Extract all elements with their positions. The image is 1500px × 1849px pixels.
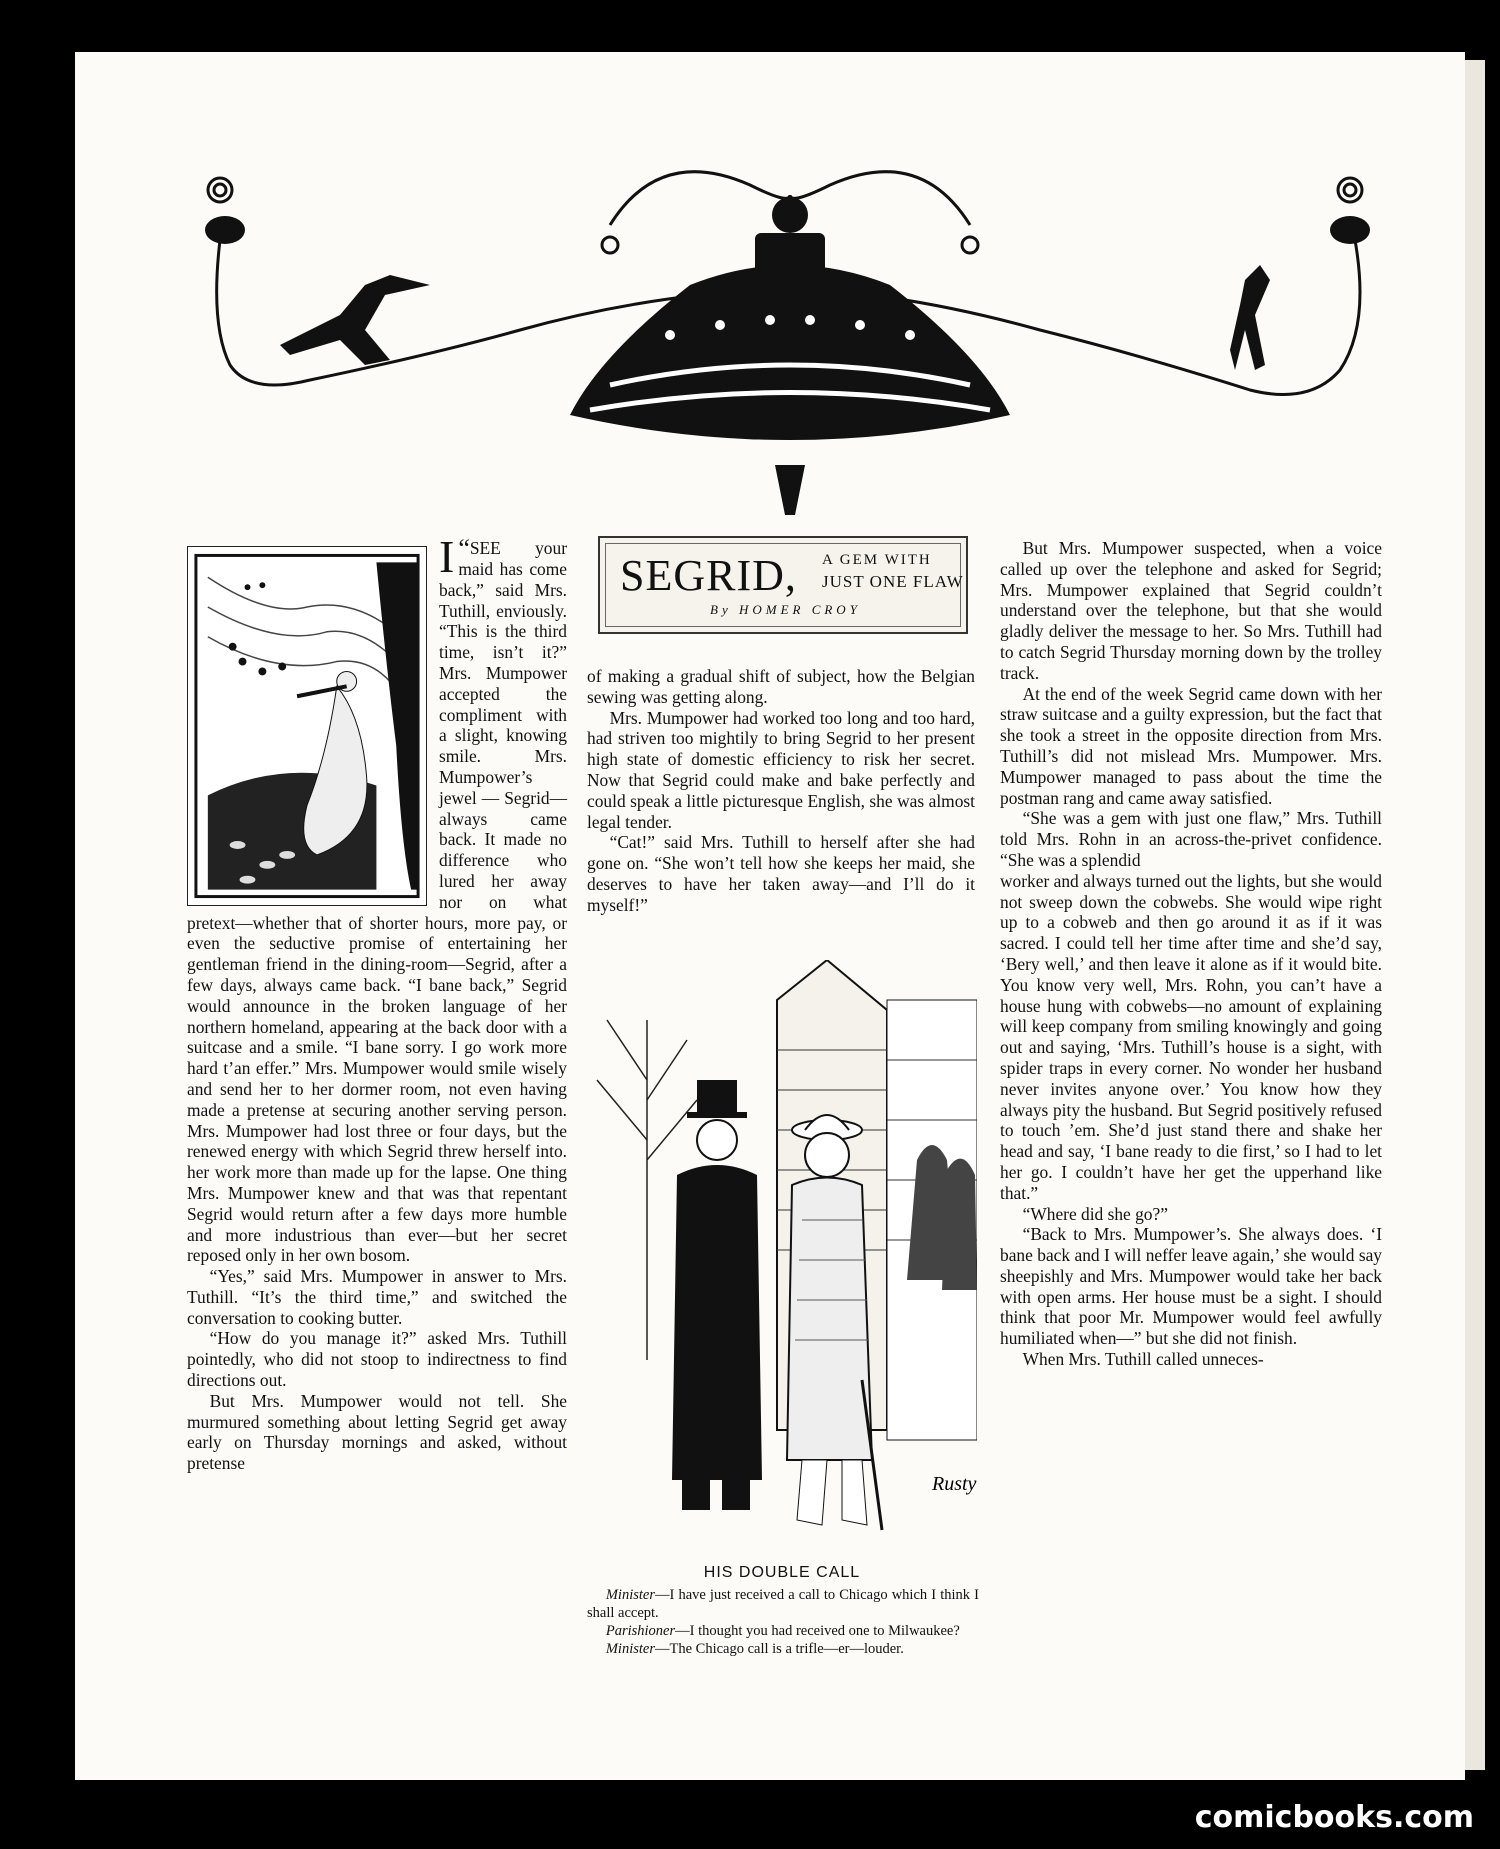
paragraph: “How do you manage it?” asked Mrs. Tuthill pointedly, who did not stoop to indirectness to find directions out. <box>187 1328 567 1391</box>
paragraph: “Where did she go?” <box>1022 1203 1168 1224</box>
header-illustration <box>190 165 1380 535</box>
caption-line <box>587 1586 979 1622</box>
paragraph: When Mrs. Tuthill called unneces- <box>1022 1349 1264 1370</box>
paragraph: of making a gradual shift of subject, how the Belgian sewing was getting along. <box>587 666 975 707</box>
article-column-1 <box>187 531 567 1474</box>
speaker-label: Minister <box>605 1641 655 1657</box>
artist-signature: Rusty <box>932 1473 977 1495</box>
site-watermark: comicbooks.com <box>1194 1800 1474 1835</box>
article-subtitle-1: A GEM WITH <box>822 552 932 568</box>
caption-text: —I thought you had received one to Milwaukee? <box>675 1623 960 1639</box>
paragraph: worker and always turned out the lights, but she would not sweep down the cobwebs. She would wipe right up to a cobweb and then go around it as if it was sacred. I could tell her time after time and she’d say, ‘Bery well,’ and then leave it alone as if it would bite. You know very well, Mrs. Rohn, you can’t have a house hung with cobwebs—no amount of explaining will keep company from smiling knowingly and going out and saying, ‘Mrs. Tuthill’s house is a sight, with spider traps in every corner. No wonder her husband never invites anyone over.’ You know how they always pity the husband. But Segrid positively refused to touch ’em. She’d just stand there and shake her head and say, ‘I bane ready to die first,’ so I had to let her go. I couldn’t have her get the upperhand like that.” <box>1000 870 1382 1203</box>
paragraph: “Back to Mrs. Mumpower’s. She always does. ‘I bane back and I will neffer leave again,’ she would say sheepishly and Mrs. Mumpower would take her back with open arms. Her house must be a sight. I should think that poor Mr. Mumpower would feel awfully humiliated when—” but she did not finish. <box>1000 1224 1382 1349</box>
cartoon-title: HIS DOUBLE CALL <box>703 1564 861 1581</box>
paragraph: “Cat!” said Mrs. Tuthill to herself after she had gone on. “She won’t tell how she keeps her maid, she deserves to have her taken away—and I’ll do it myself!” <box>587 832 975 915</box>
paragraph: At the end of the week Segrid came down with her straw suitcase and a guilty expression, but the fact that she took a street in the opposite direction from Mrs. Tuthill’s did not mislead Mrs. Mumpower. Mrs. Mumpower managed to pass about the time the postman rang and came away satisfied. <box>1000 683 1382 808</box>
drop-cap: I <box>439 531 455 582</box>
cartoon-caption <box>587 1586 979 1658</box>
paragraph: But Mrs. Mumpower suspected, when a voice called up over the telephone and asked for Segrid; Mrs. Mumpower explained that Segrid couldn’t understand over the telephone, but that she would gladly deliver the message to her. So Mrs. Tuthill had to catch Segrid Thursday morning down by the trolley track. <box>1000 538 1382 683</box>
speaker-label: Minister <box>605 1587 655 1603</box>
caption-line <box>587 1640 979 1658</box>
article-column-2 <box>587 666 975 916</box>
caption-text: —I have just received a call to Chicago which I think I shall accept. <box>587 1587 979 1621</box>
article-column-3 <box>1000 538 1382 1370</box>
page-spine <box>1465 60 1485 1770</box>
inset-illustration <box>187 546 427 906</box>
opening-paragraph: SEE your maid has come back,” said Mrs. Tuthill, enviously. “This is the third time, isn’t it?” Mrs. Mumpower accepted the compliment with a slight, knowing smile. Mrs. Mumpower’s jewel — Segrid—always came back. It made no difference who lured her away nor on what pretext—whether that of shorter hours, more pay, or even the seductive promise of entertaining her gentleman friend in the dining-room—Segrid, after a few days, always came back. “I bane back,” Segrid would announce in the broken language of her northern homeland, appearing at the back door with a suitcase and a smile. “I bane sorry. I go work more hard t’an effer.” Mrs. Mumpower would smile wisely and send her to her dormer room, not even having made a pretense at securing another serving person. Mrs. Mumpower had lost three or four days, but the renewed energy with which Segrid threw herself into. her work more than made up for the lapse. One thing Mrs. Mumpower knew and that was that repentant Segrid would return after a few days more humble and more industrious than ever—but her secret reposed only in her own bosom. <box>187 538 567 1266</box>
caption-text: —The Chicago call is a trifle—er—louder. <box>654 1641 904 1657</box>
article-subtitle-2: JUST ONE FLAW <box>822 572 964 591</box>
article-title: SEGRID, <box>620 551 797 600</box>
article-title-box <box>598 536 968 634</box>
paragraph: “She was a gem with just one flaw,” Mrs. Tuthill told Mrs. Rohn in an across-the-privet confidence. “She was a splendid <box>1000 808 1382 870</box>
paragraph: But Mrs. Mumpower would not tell. She murmured something about letting Segrid get away early on Thursday mornings and asked, without pretense <box>187 1390 567 1474</box>
speaker-label: Parishioner <box>605 1623 676 1639</box>
paragraph: Mrs. Mumpower had worked too long and too hard, had striven too mightily to bring Segrid to her present high state of domestic efficiency to risk her secret. Now that Segrid could make and bake perfectly and could speak a little picturesque English, she was almost legal tender. <box>587 707 975 832</box>
cartoon-illustration <box>587 960 977 1572</box>
byline: By HOMER CROY <box>710 602 861 617</box>
opening-quote: “ <box>458 534 470 563</box>
caption-line <box>587 1622 979 1640</box>
paragraph: “Yes,” said Mrs. Mumpower in answer to Mrs. Tuthill. “It’s the third time,” and switched the conversation to cooking butter. <box>187 1266 567 1328</box>
